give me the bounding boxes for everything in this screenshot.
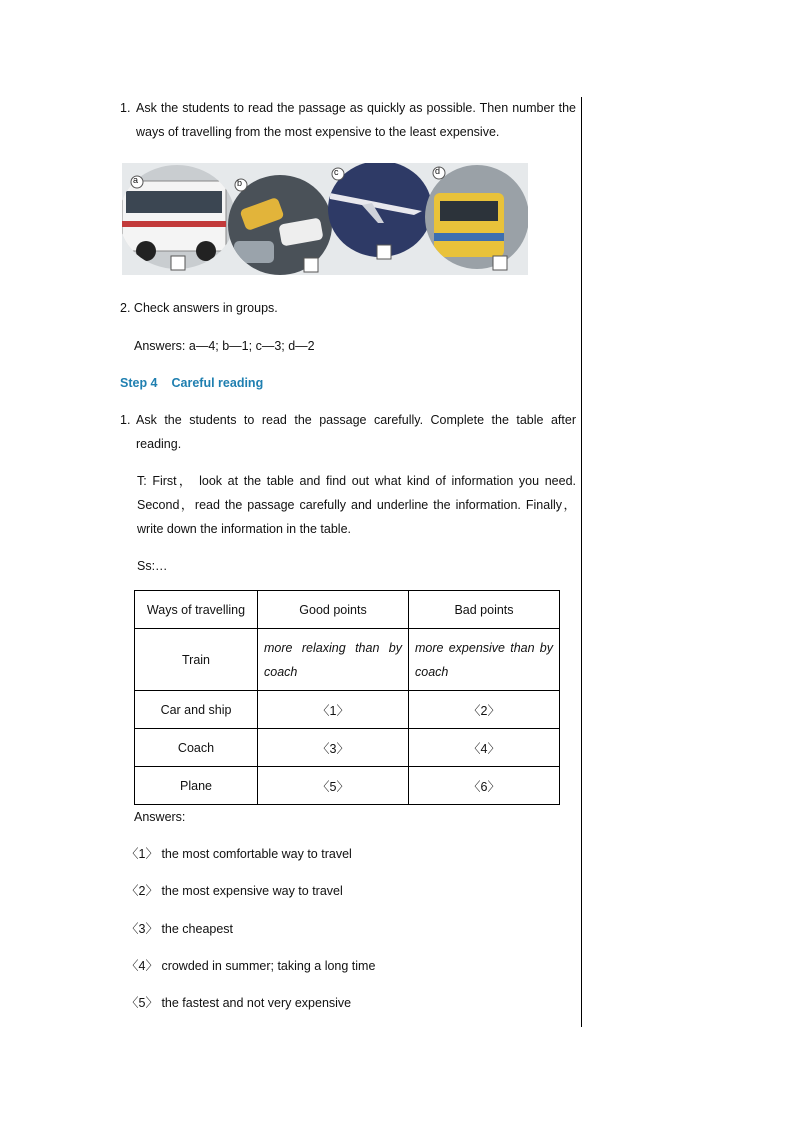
table-cell: 〈2〉 bbox=[409, 691, 560, 729]
travel-comparison-table bbox=[134, 590, 560, 805]
teacher-instruction: T: First， look at the table and find out what kind of information you need. Second，read the passage carefully and underline the information. Finally， write down the information in the table. bbox=[137, 474, 576, 536]
step4-number: Step 4 bbox=[120, 376, 158, 390]
instruction-2 bbox=[120, 299, 278, 317]
table-cell: 〈1〉 bbox=[258, 691, 409, 729]
step4-label: Careful reading bbox=[171, 376, 264, 390]
table-header-row bbox=[135, 591, 560, 629]
answer-text: the most expensive way to travel bbox=[161, 884, 343, 898]
table-cell: Plane bbox=[135, 767, 258, 805]
answer-item bbox=[126, 920, 233, 938]
answer-text: the cheapest bbox=[161, 922, 234, 936]
answer-text: the most comfortable way to travel bbox=[161, 847, 352, 861]
instruction-3 bbox=[120, 408, 576, 456]
answer-item bbox=[126, 957, 375, 975]
instruction-3-text: Ask the students to read the passage carefully. Complete the table after reading. bbox=[136, 413, 576, 451]
students-response: Ss:… bbox=[137, 559, 168, 573]
photo-label-d: d bbox=[435, 166, 441, 176]
table-cell: more expensive than by coach bbox=[409, 629, 560, 691]
instruction-3-number: 1. bbox=[120, 413, 131, 427]
answer-mark: 〈4〉 bbox=[126, 959, 158, 973]
table-row bbox=[135, 629, 560, 691]
table-cell: 〈3〉 bbox=[258, 729, 409, 767]
table-cell: Train bbox=[135, 629, 258, 691]
instruction-1-text: Ask the students to read the passage as quickly as possible. Then number the ways of travelling from the most expensive to the least expensive. bbox=[136, 101, 576, 139]
answer-mark: 〈1〉 bbox=[126, 847, 158, 861]
photo-label-b: b bbox=[237, 178, 243, 188]
table-cell: more relaxing than by coach bbox=[258, 629, 409, 691]
answer-text: the fastest and not very expensive bbox=[161, 996, 352, 1010]
table-row bbox=[135, 691, 560, 729]
table-header: Bad points bbox=[409, 591, 560, 629]
answer-mark: 〈2〉 bbox=[126, 884, 158, 898]
table-header: Good points bbox=[258, 591, 409, 629]
table-cell: 〈5〉 bbox=[258, 767, 409, 805]
table-cell: 〈4〉 bbox=[409, 729, 560, 767]
answer-mark: 〈5〉 bbox=[126, 996, 158, 1010]
table-cell: 〈6〉 bbox=[409, 767, 560, 805]
answers-label: Answers: bbox=[134, 810, 186, 824]
answer-text: crowded in summer; taking a long time bbox=[161, 959, 376, 973]
answer-mark: 〈3〉 bbox=[126, 922, 158, 936]
answer-item bbox=[126, 845, 352, 863]
instruction-1-number: 1. bbox=[120, 101, 131, 115]
travel-photos bbox=[122, 163, 528, 275]
table-row bbox=[135, 729, 560, 767]
instruction-2-number: 2. bbox=[120, 301, 131, 315]
table-row bbox=[135, 767, 560, 805]
answer-item bbox=[126, 882, 343, 900]
instruction-1 bbox=[120, 96, 576, 144]
table-cell: Coach bbox=[135, 729, 258, 767]
answer-item bbox=[126, 994, 351, 1012]
answers-ordering: Answers: a—4; b—1; c—3; d—2 bbox=[134, 339, 315, 353]
step4-heading bbox=[120, 374, 263, 392]
photo-label-a: a bbox=[133, 175, 139, 185]
table-header: Ways of travelling bbox=[135, 591, 258, 629]
travel-photos-illustration bbox=[122, 163, 528, 275]
table-cell: Car and ship bbox=[135, 691, 258, 729]
instruction-2-text: Check answers in groups. bbox=[133, 301, 278, 315]
page-right-rule bbox=[581, 97, 582, 1027]
photo-label-c: c bbox=[334, 167, 339, 177]
